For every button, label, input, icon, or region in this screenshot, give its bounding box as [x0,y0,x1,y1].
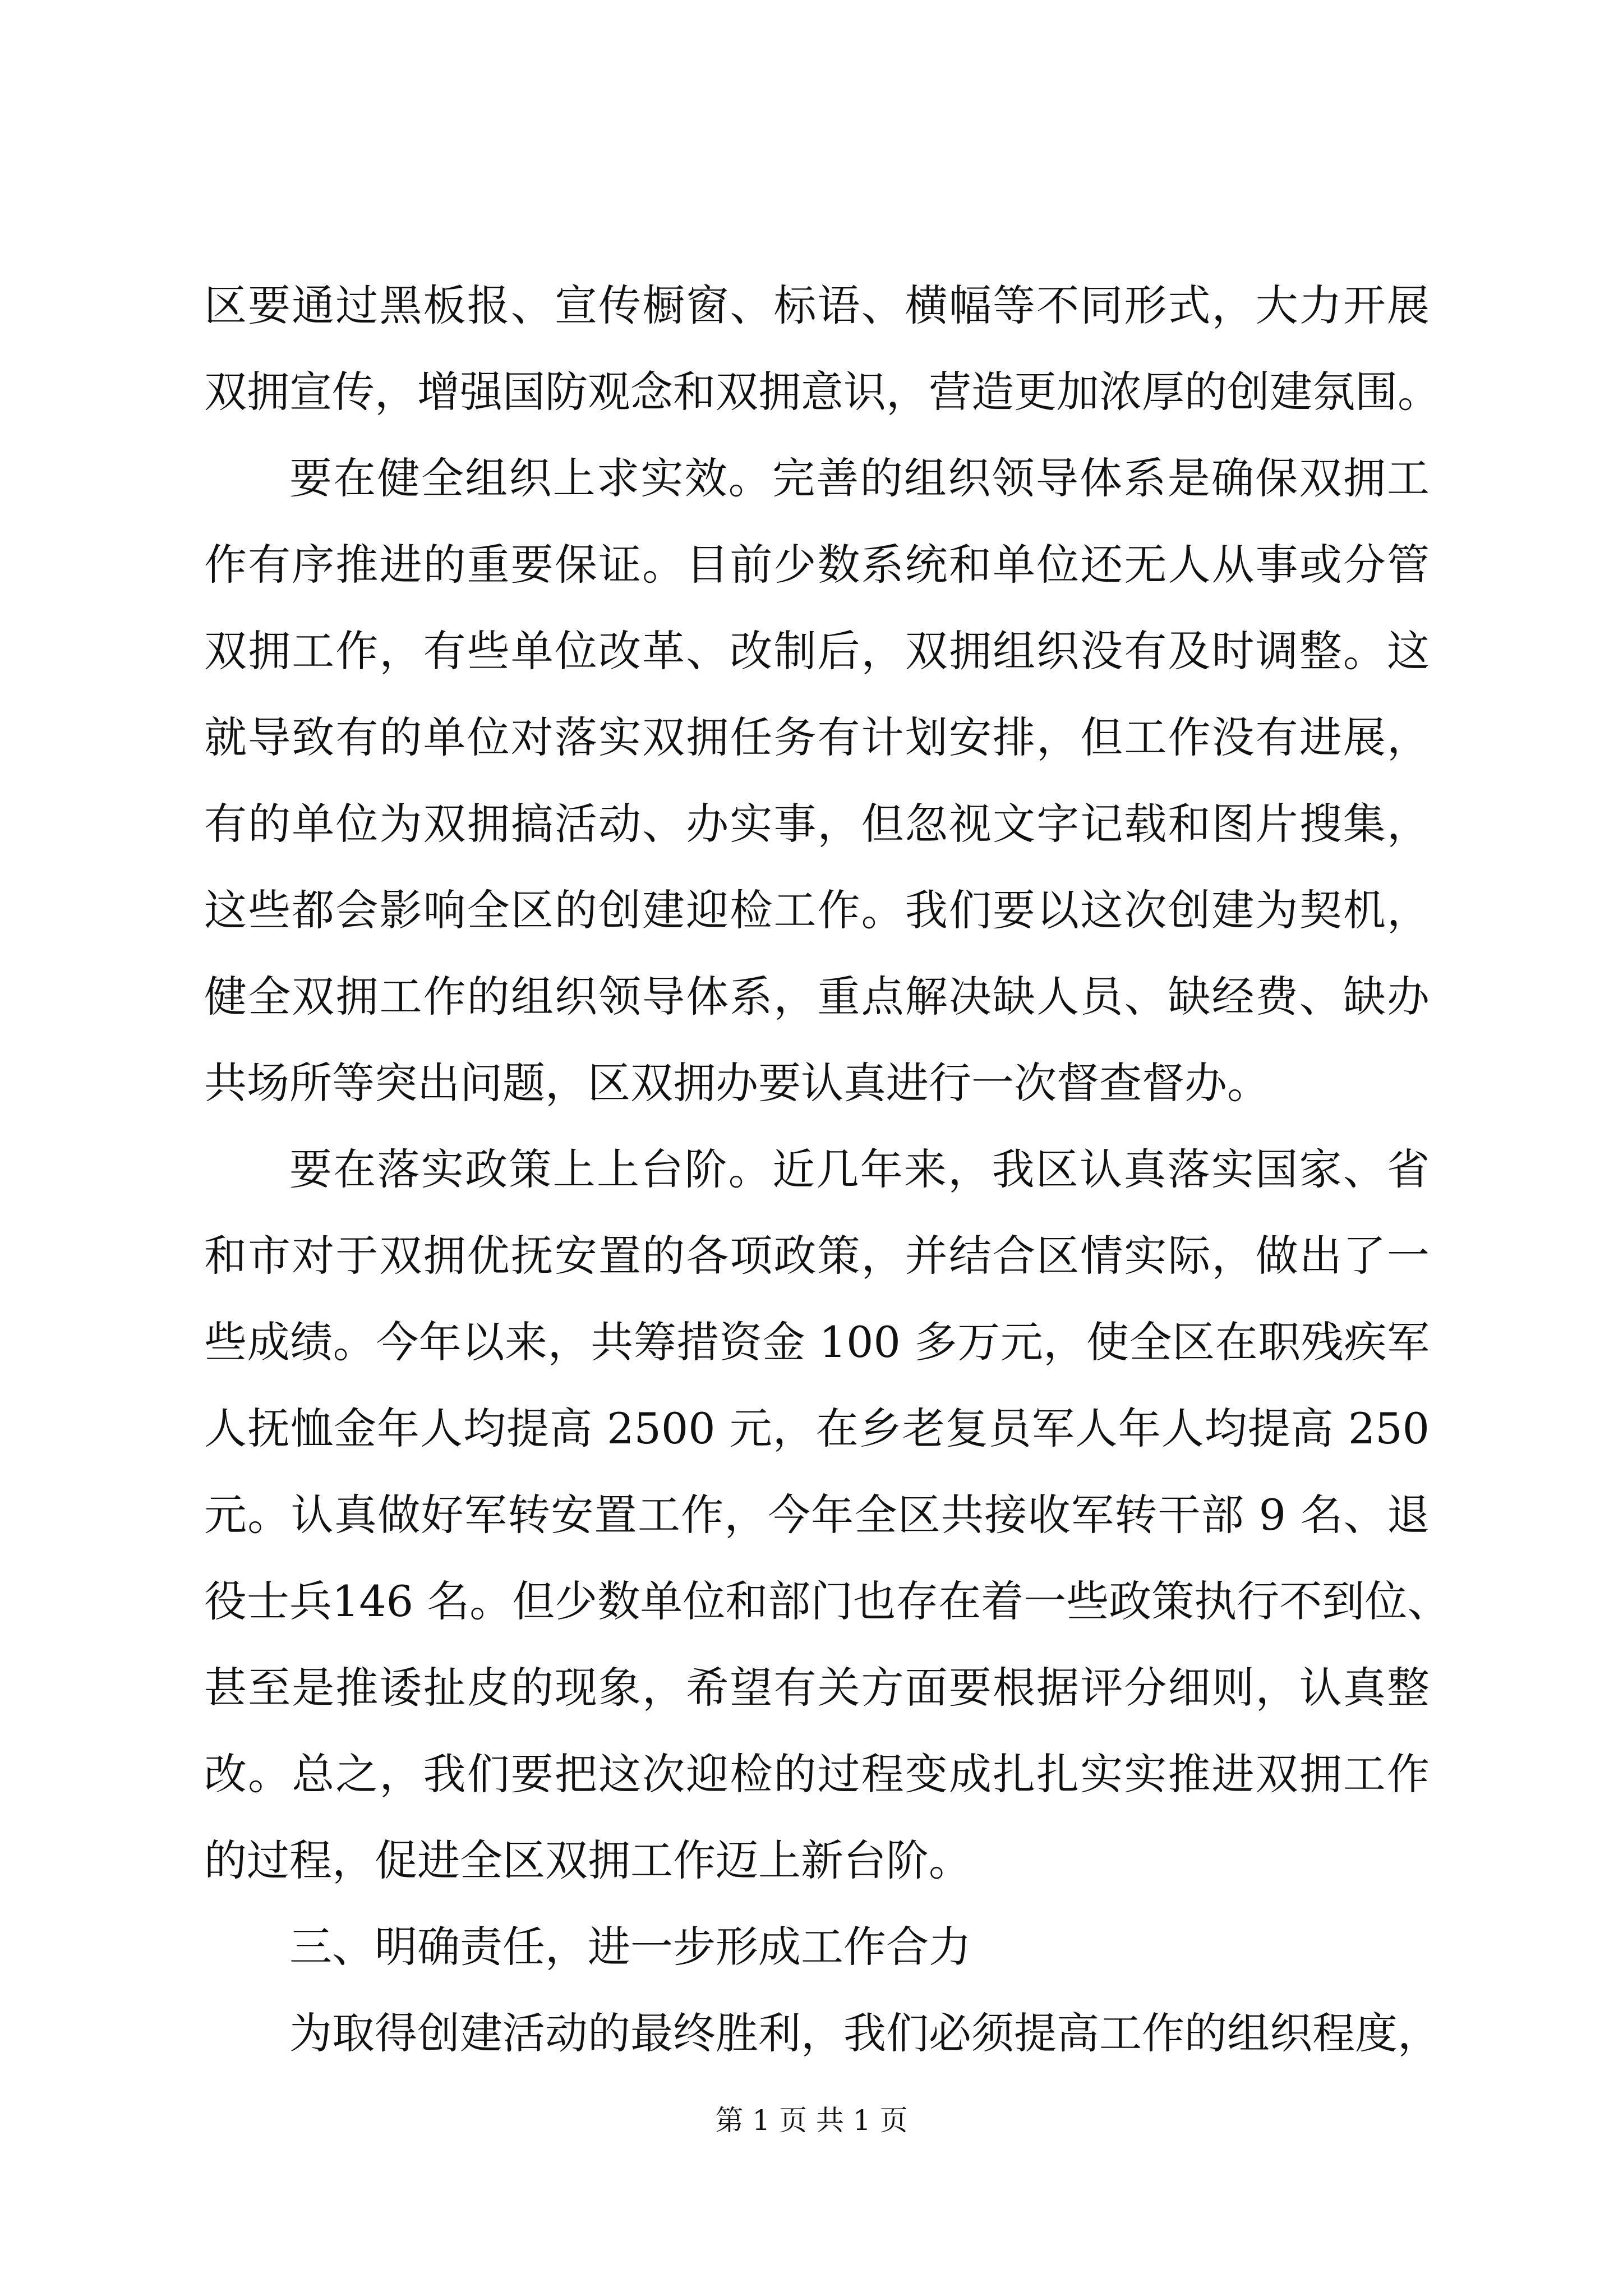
text-line: 要在健全组织上求实效。完善的组织领导体系是确保双拥工 [289,453,1430,503]
text-line: 有的单位为双拥搞活动、办实事，但忽视文字记载和图片搜集， [204,799,1430,849]
text-line: 共场所等突出问题，区双拥办要认真进行一次督查督办。 [204,1058,1270,1108]
text-line: 的过程，促进全区双拥工作迈上新台阶。 [204,1835,971,1885]
text-line: 元。认真做好军转安置工作，今年全区共接收军转干部 9 名、退 [204,1490,1430,1540]
text-line: 双拥宣传，增强国防观念和双拥意识，营造更加浓厚的创建氛围。 [204,367,1440,417]
text-line: 区要通过黑板报、宣传橱窗、标语、横幅等不同形式，大力开展 [204,280,1430,330]
text-line: 人抚恤金年人均提高 2500 元，在乡老复员军人年人均提高 250 [204,1404,1430,1453]
text-line: 三、明确责任，进一步形成工作合力 [289,1922,971,1972]
text-line: 作有序推进的重要保证。目前少数系统和单位还无人从事或分管 [204,540,1430,590]
text-line: 双拥工作，有些单位改革、改制后，双拥组织没有及时调整。这 [204,626,1430,676]
text-line: 就导致有的单位对落实双拥任务有计划安排，但工作没有进展， [204,712,1430,762]
text-line: 这些都会影响全区的创建迎检工作。我们要以这次创建为契机， [204,885,1430,935]
text-line: 改。总之，我们要把这次迎检的过程变成扎扎实实推进双拥工作 [204,1749,1430,1799]
text-line: 健全双拥工作的组织领导体系，重点解决缺人员、缺经费、缺办 [204,972,1430,1022]
text-line: 和市对于双拥优抚安置的各项政策，并结合区情实际，做出了一 [204,1231,1430,1281]
text-line: 为取得创建活动的最终胜利，我们必须提高工作的组织程度， [289,2008,1440,2058]
text-line: 要在落实政策上上台阶。近几年来，我区认真落实国家、省 [289,1144,1430,1194]
document-body [204,263,1450,2077]
text-line: 甚至是推诿扯皮的现象，希望有关方面要根据评分细则，认真整 [204,1663,1430,1713]
text-line: 役士兵146 名。但少数单位和部门也存在着一些政策执行不到位、 [204,1576,1450,1626]
page-footer: 第 1 页 共 1 页 [715,2104,908,2137]
text-line: 些成绩。今年以来，共筹措资金 100 多万元，使全区在职残疾军 [204,1317,1430,1367]
